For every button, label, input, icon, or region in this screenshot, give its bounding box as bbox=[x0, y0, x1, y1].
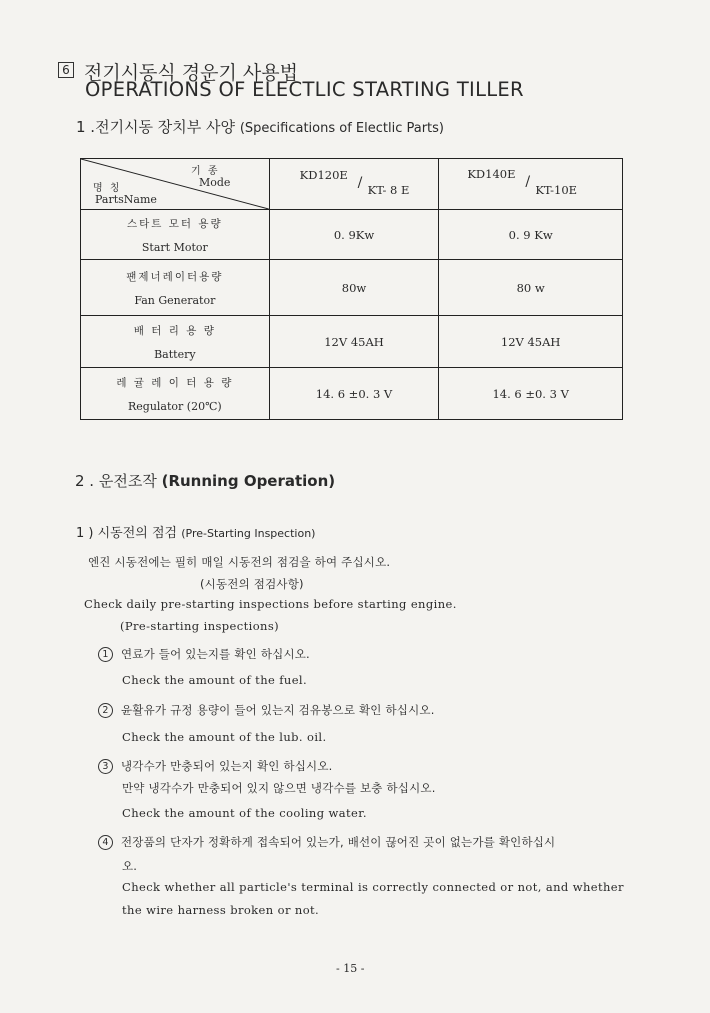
section-2-heading bbox=[75, 470, 335, 491]
row-value-col1: 12V 45AH bbox=[269, 316, 439, 368]
row-value-col2: 14. 6 ±0. 3 V bbox=[439, 368, 623, 420]
header-diagonal-cell bbox=[81, 159, 270, 210]
row-value-col2: 12V 45AH bbox=[439, 316, 623, 368]
model-kt10e: KT-10E bbox=[535, 183, 578, 197]
section-2-title-english: (Running Operation) bbox=[161, 472, 336, 490]
specification-table bbox=[80, 158, 623, 420]
header-parts-korean: 명 칭 bbox=[93, 183, 122, 194]
section-title-english: OPERATIONS OF ELECTLIC STARTING TILLER bbox=[85, 78, 524, 101]
item-1-english: Check the amount of the fuel. bbox=[122, 673, 308, 687]
intro-korean-sub: (시동전의 점검사항) bbox=[200, 577, 304, 591]
section-number-box: 6 bbox=[58, 62, 74, 78]
row-name-korean: 배 터 리 용 량 bbox=[133, 324, 216, 337]
row-value-col1: 80w bbox=[269, 260, 439, 316]
header-mode-english: Mode bbox=[199, 176, 231, 189]
header-parts-english: PartsName bbox=[95, 193, 157, 206]
section-2-1-heading bbox=[76, 522, 315, 541]
row-name-cell bbox=[81, 260, 270, 316]
item-3-korean-line2: 만약 냉각수가 만충되어 있지 않으면 냉각수를 보충 하십시오. bbox=[122, 781, 436, 795]
section-title-korean: 전기시동식 경운기 사용법 bbox=[84, 62, 298, 84]
item-text-korean: 연료가 들어 있는지를 확인 하십시오. bbox=[121, 647, 310, 661]
row-value-col2: 80 w bbox=[439, 260, 623, 316]
item-2-english: Check the amount of the lub. oil. bbox=[122, 730, 327, 744]
header-model-col2 bbox=[439, 159, 623, 210]
item-text-korean: 냉각수가 만충되어 있는지 확인 하십시오. bbox=[121, 759, 333, 773]
item-number-circle: 3 bbox=[98, 759, 113, 774]
inspection-item-2 bbox=[98, 702, 435, 718]
table-row-battery bbox=[81, 316, 623, 368]
row-name-korean: 스타트 모터 용량 bbox=[126, 217, 223, 230]
subsection-1-heading bbox=[76, 116, 444, 137]
row-value-col1: 0. 9Kw bbox=[269, 210, 439, 260]
header-mode-korean: 기 종 bbox=[191, 166, 220, 177]
item-4-english: Check whether all particle's terminal is correctly connected or not, and whether bbox=[122, 880, 624, 894]
intro-english-sub: (Pre-starting inspections) bbox=[120, 619, 280, 633]
item-3-english: Check the amount of the cooling water. bbox=[122, 806, 367, 820]
model-separator-1: / bbox=[357, 175, 363, 191]
intro-korean: 엔진 시동전에는 필히 매일 시동전의 점검을 하여 주십시오. bbox=[88, 555, 391, 569]
row-value-col1: 14. 6 ±0. 3 V bbox=[269, 368, 439, 420]
row-name-english: Fan Generator bbox=[134, 293, 216, 307]
item-text-korean: 전장품의 단자가 정확하게 접속되어 있는가, 배선이 끊어진 곳이 없는가를 확인하십시 bbox=[121, 835, 556, 849]
row-name-korean: 레 귤 레 이 터 용 량 bbox=[116, 376, 234, 389]
section-2-title-korean: 2 . 운전조작 bbox=[75, 472, 157, 490]
section-2-1-title-korean: 1 ) 시동전의 점검 bbox=[76, 526, 178, 541]
page-number: - 15 - bbox=[336, 962, 365, 975]
item-4-korean-line2: 오. bbox=[122, 859, 138, 873]
row-name-english: Battery bbox=[154, 347, 196, 361]
model-kd140e: KD140E bbox=[467, 167, 516, 181]
row-name-cell bbox=[81, 368, 270, 420]
table-header-row bbox=[81, 159, 623, 210]
table-row-start-motor bbox=[81, 210, 623, 260]
item-4-english-line2: the wire harness broken or not. bbox=[122, 903, 320, 917]
intro-english: Check daily pre-starting inspections before starting engine. bbox=[84, 597, 457, 611]
section-2-1-title-english: (Pre-Starting Inspection) bbox=[181, 527, 316, 540]
table-row-regulator bbox=[81, 368, 623, 420]
inspection-item-4 bbox=[98, 834, 555, 850]
header-model-col1 bbox=[269, 159, 439, 210]
inspection-item-3 bbox=[98, 758, 333, 774]
model-separator-2: / bbox=[525, 174, 531, 190]
row-name-cell bbox=[81, 210, 270, 260]
model-kd120e: KD120E bbox=[299, 168, 348, 182]
item-number-circle: 1 bbox=[98, 647, 113, 662]
row-name-english: Regulator (20℃) bbox=[127, 399, 222, 413]
item-number-circle: 2 bbox=[98, 703, 113, 718]
subsection-1-title-english: (Specifications of Electlic Parts) bbox=[239, 121, 444, 136]
table-row-fan-generator bbox=[81, 260, 623, 316]
inspection-item-1 bbox=[98, 646, 310, 662]
subsection-1-title-korean: 1 .전기시동 장치부 사양 bbox=[76, 118, 236, 136]
item-number-circle: 4 bbox=[98, 835, 113, 850]
row-name-english: Start Motor bbox=[141, 240, 208, 254]
item-text-korean: 윤활유가 규정 용량이 들어 있는지 검유봉으로 확인 하십시오. bbox=[121, 703, 435, 717]
row-value-col2: 0. 9 Kw bbox=[439, 210, 623, 260]
row-name-korean: 팬제너레이터용량 bbox=[126, 270, 224, 283]
model-kt8e: KT- 8 E bbox=[367, 183, 410, 197]
row-name-cell bbox=[81, 316, 270, 368]
